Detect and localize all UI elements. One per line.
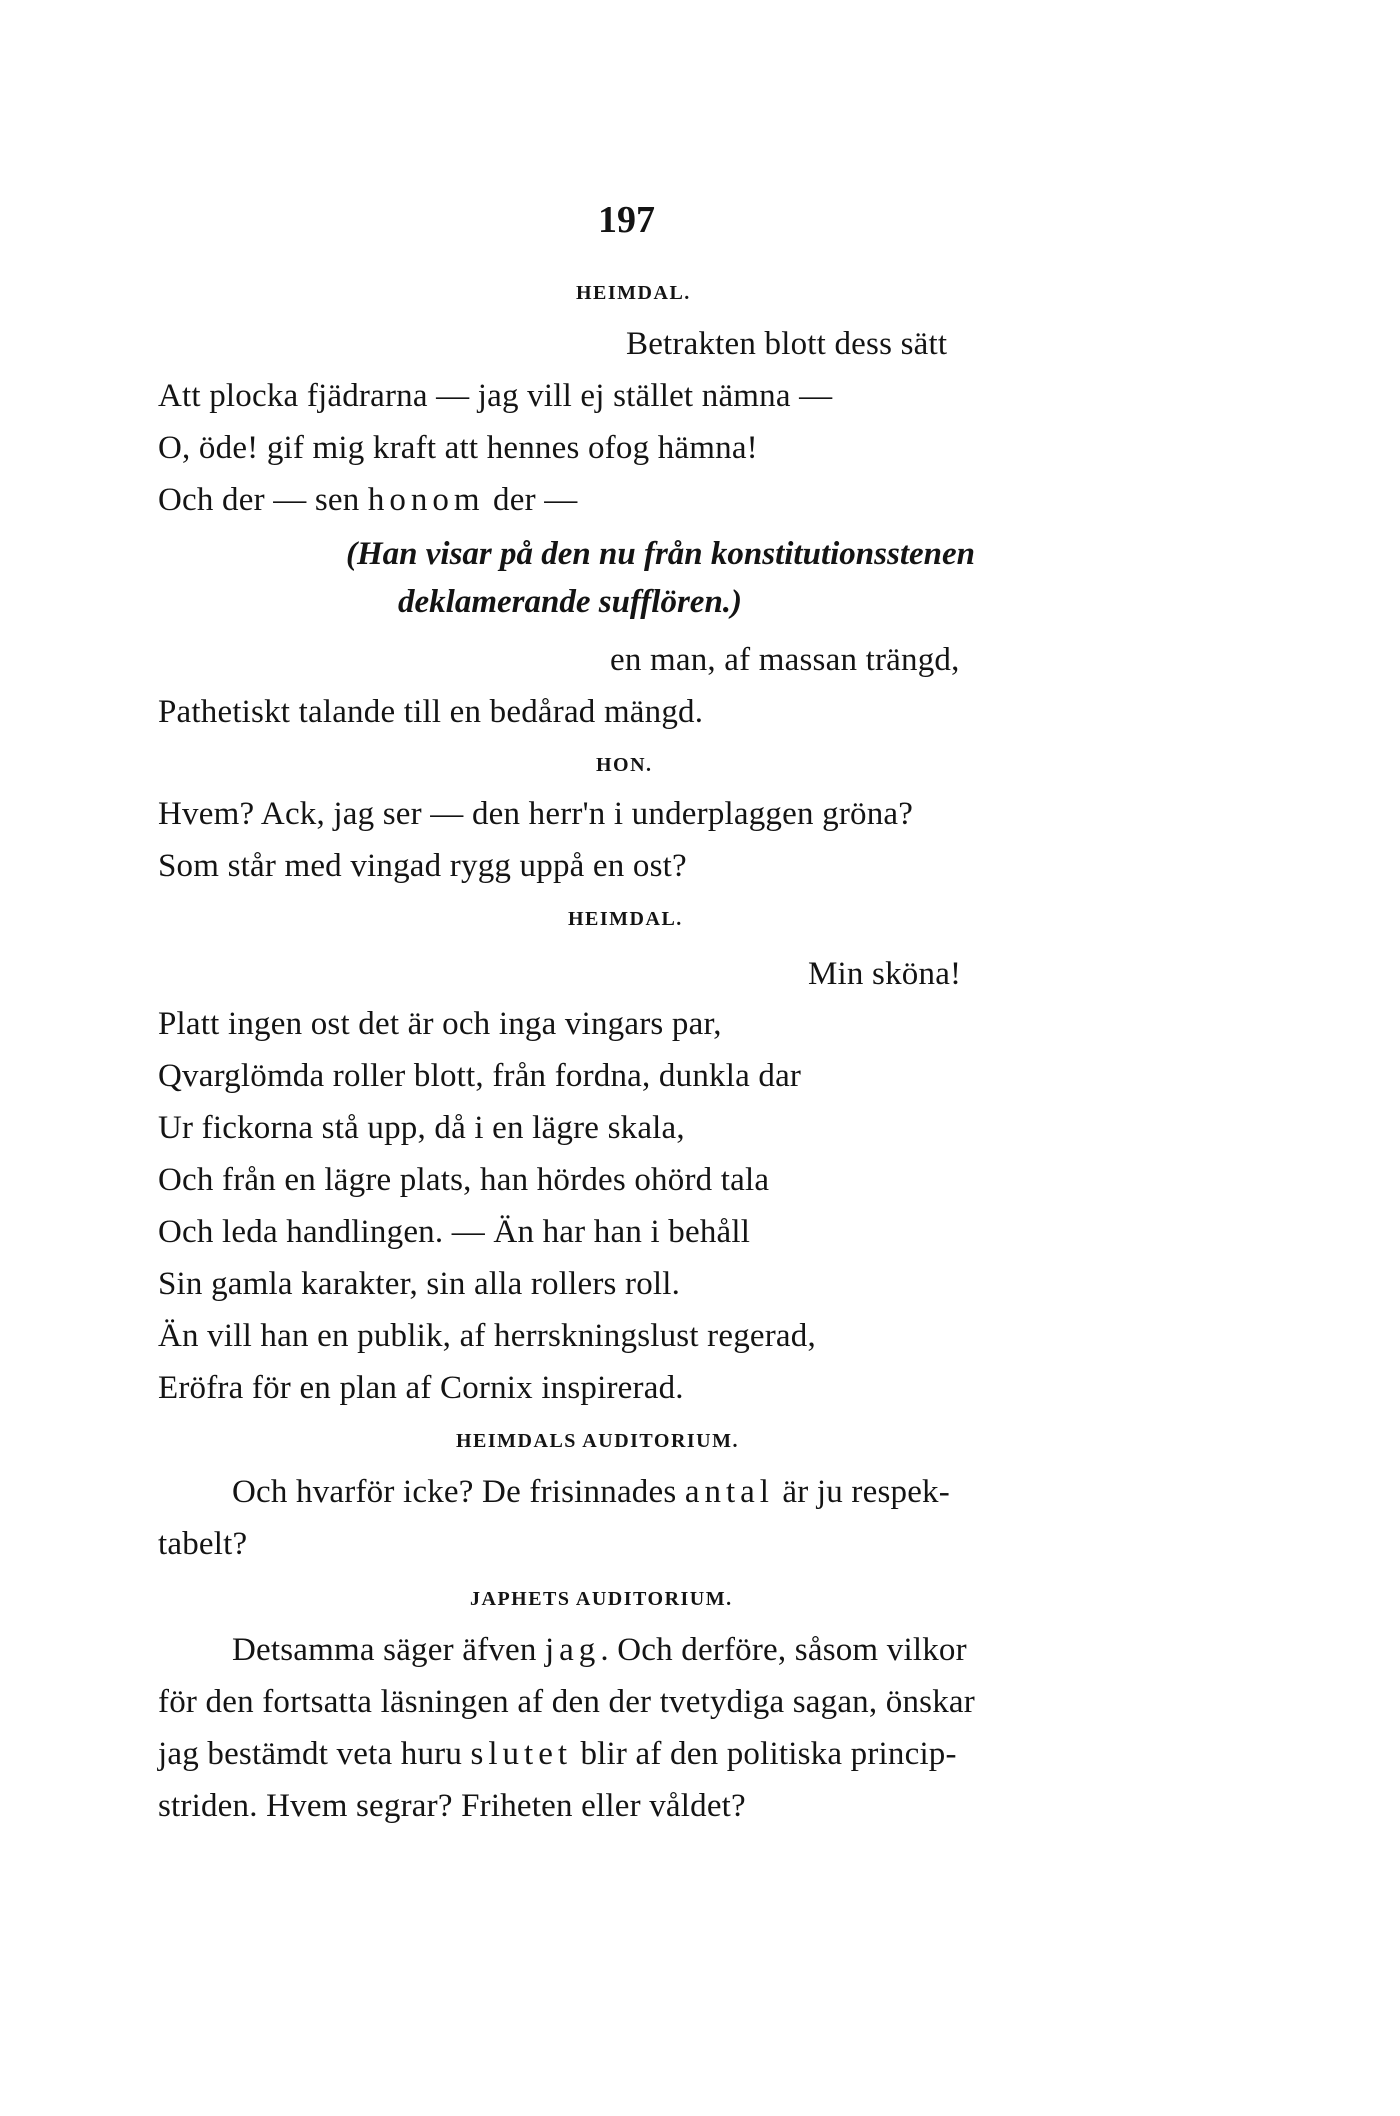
prose-text: blir af den politiska princip- [572, 1736, 957, 1772]
prose-line: för den fortsatta läsningen af den der tvetydiga sagan, önskar [158, 1684, 975, 1720]
verse-line: en man, af massan trängd, [610, 642, 960, 678]
verse-line: Betrakten blott dess sätt [626, 326, 948, 362]
prose-line: tabelt? [158, 1526, 248, 1562]
verse-text: Och der — sen [158, 482, 368, 518]
prose-text: Och hvarför icke? De frisinnades [232, 1474, 685, 1510]
prose-text: . Och derföre, såsom vilkor [600, 1632, 967, 1668]
verse-line: Än vill han en publik, af herrskningslust regerad, [158, 1318, 816, 1354]
stage-direction: (Han visar på den nu från konstitutionsstenen [346, 536, 975, 572]
speaker-heimdal: HEIMDAL. [576, 282, 691, 304]
prose-line: striden. Hvem segrar? Friheten eller våldet? [158, 1788, 746, 1824]
emphasized-word: slutet [470, 1736, 573, 1772]
verse-line: Sin gamla karakter, sin alla rollers roll. [158, 1266, 681, 1302]
verse-line [158, 480, 577, 520]
verse-line: Pathetiskt talande till en bedårad mängd. [158, 694, 704, 730]
verse-line: Att plocka fjädrarna — jag vill ej stället nämna — [158, 378, 833, 414]
prose-text: är ju respek- [773, 1474, 950, 1510]
verse-line: Och leda handlingen. — Än har han i behåll [158, 1214, 751, 1250]
verse-line: Min sköna! [808, 956, 962, 992]
speaker-japhets-auditorium: JAPHETS AUDITORIUM. [470, 1588, 733, 1610]
prose-line [158, 1734, 957, 1774]
verse-line: Eröfra för en plan af Cornix inspirerad. [158, 1370, 684, 1406]
page-number: 197 [598, 199, 655, 241]
emphasized-word: honom [367, 482, 485, 518]
verse-line: Hvem? Ack, jag ser — den herr'n i underplaggen gröna? [158, 796, 914, 832]
verse-line: Qvarglömda roller blott, från fordna, dunkla dar [158, 1058, 802, 1094]
stage-direction: deklamerande sufflören.) [398, 584, 743, 620]
verse-text: der — [484, 482, 578, 518]
verse-line: Platt ingen ost det är och inga vingars par, [158, 1006, 722, 1042]
speaker-heimdals-auditorium: HEIMDALS AUDITORIUM. [456, 1430, 739, 1452]
prose-line [232, 1630, 967, 1670]
emphasized-word: jag [544, 1632, 601, 1668]
verse-line: Ur fickorna stå upp, då i en lägre skala, [158, 1110, 685, 1146]
verse-line: Och från en lägre plats, han hördes ohörd tala [158, 1162, 770, 1198]
prose-line [232, 1472, 950, 1512]
speaker-hon: HON. [596, 754, 653, 776]
emphasized-word: antal [684, 1474, 774, 1510]
prose-text: jag bestämdt veta huru [158, 1736, 471, 1772]
prose-text: Detsamma säger äfven [232, 1632, 545, 1668]
verse-line: O, öde! gif mig kraft att hennes ofog hämna! [158, 430, 758, 466]
speaker-heimdal: HEIMDAL. [568, 908, 683, 930]
verse-line: Som står med vingad rygg uppå en ost? [158, 848, 687, 884]
